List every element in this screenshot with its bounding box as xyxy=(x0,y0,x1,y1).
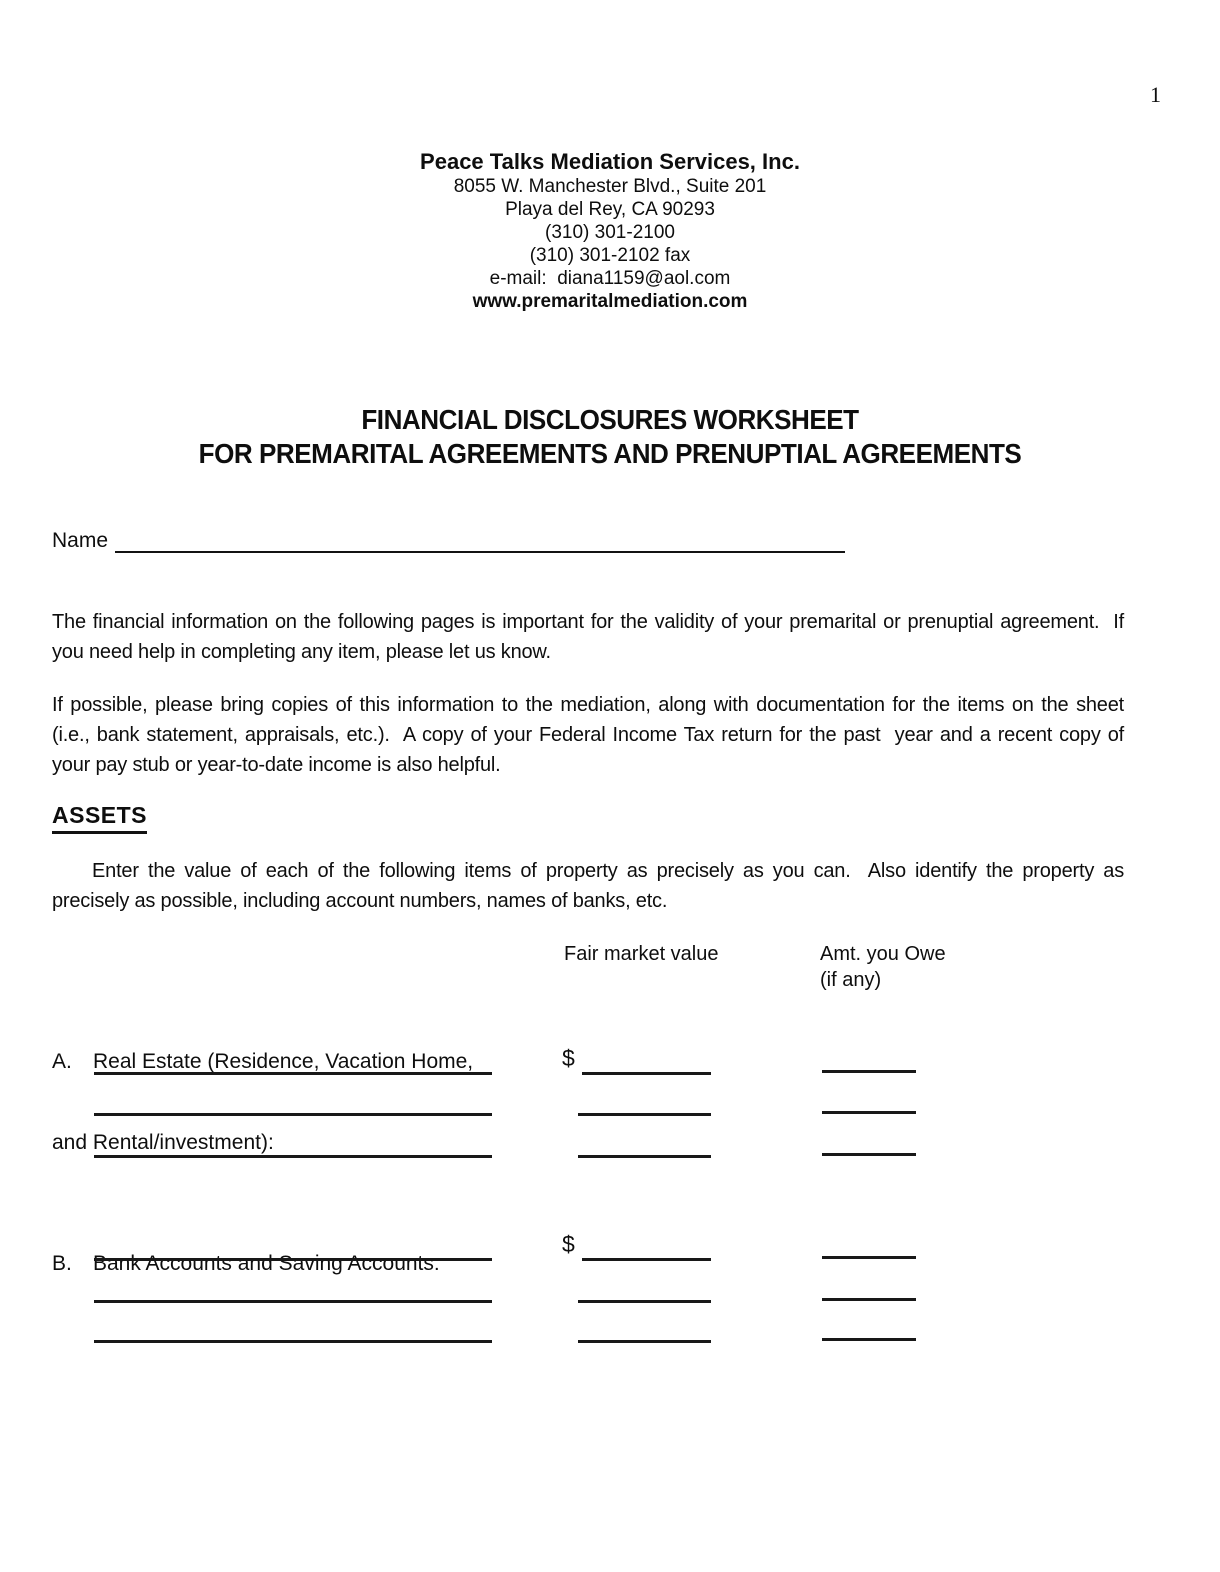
org-name: Peace Talks Mediation Services, Inc. xyxy=(420,149,800,174)
title-line-2: FOR PREMARITAL AGREEMENTS AND PRENUPTIAL AGREEMENTS xyxy=(198,438,1022,469)
document-title xyxy=(43,403,1178,471)
dollar-sign: $ xyxy=(562,1045,575,1071)
name-input-line[interactable] xyxy=(115,529,845,553)
amt-you-owe-line-2: (if any) xyxy=(820,969,882,991)
section-a-title-line-1 xyxy=(52,1048,473,1075)
title-line-1: FINANCIAL DISCLOSURES WORKSHEET xyxy=(361,404,859,435)
intro-paragraph-1: The financial information on the following pages is important for the validity of your premarital or prenuptial agreement. If you need help in completing any item, please let us know. xyxy=(52,611,1130,663)
website-url: www.premaritalmediation.com xyxy=(472,291,748,312)
real-estate-row-3-fair-market-value-line[interactable] xyxy=(578,1155,711,1158)
intro-paragraph-2: If possible, please bring copies of this information to the mediation, along with documentation for the items on the sheet (i.e., bank statement, appraisals, etc.). A copy of your Federal Income Tax return for the past year and a recent copy of your pay stub or year-to-date income is also helpful. xyxy=(52,694,1130,776)
column-header-amt-you-owe xyxy=(820,941,946,993)
section-b-title-line-1 xyxy=(52,1250,440,1277)
real-estate-row-3-amt-owe-line[interactable] xyxy=(822,1153,916,1156)
section-a-title-line-2: and Rental/investment): xyxy=(52,1131,274,1154)
bank-accounts-row-1-amt-owe-line[interactable] xyxy=(822,1256,916,1259)
email-address: e-mail: diana1159@aol.com xyxy=(489,268,731,289)
real-estate-row-1-fair-market-value-line[interactable] xyxy=(582,1072,711,1075)
bank-accounts-row-2-description-line[interactable] xyxy=(94,1300,492,1303)
assets-section-heading: ASSETS xyxy=(52,802,147,834)
real-estate-row-2-fair-market-value-line[interactable] xyxy=(578,1113,711,1116)
section-b-title-text: Bank Accounts and Saving Accounts: xyxy=(93,1252,440,1275)
bank-accounts-row-3-fair-market-value-line[interactable] xyxy=(578,1340,711,1343)
section-b-label xyxy=(52,1196,440,1331)
section-b-marker: B. xyxy=(52,1252,72,1275)
dollar-sign: $ xyxy=(562,1231,575,1257)
real-estate-row-1-amt-owe-line[interactable] xyxy=(822,1070,916,1073)
bank-accounts-row-3-amt-owe-line[interactable] xyxy=(822,1338,916,1341)
fax-number: (310) 301-2102 fax xyxy=(529,245,691,266)
phone-number: (310) 301-2100 xyxy=(545,222,675,243)
column-header-fair-market-value: Fair market value xyxy=(564,943,719,965)
letterhead xyxy=(0,148,1220,313)
section-a-title-text: Real Estate (Residence, Vacation Home, xyxy=(93,1050,474,1073)
amt-you-owe-line-1: Amt. you Owe xyxy=(820,943,946,965)
section-a-label xyxy=(52,994,473,1210)
bank-accounts-row-2-amt-owe-line[interactable] xyxy=(822,1298,916,1301)
real-estate-row-2-amt-owe-line[interactable] xyxy=(822,1111,916,1114)
real-estate-row-1-description-line[interactable] xyxy=(94,1072,492,1075)
real-estate-row-2-description-line[interactable] xyxy=(94,1113,492,1116)
assets-instructions: Enter the value of each of the following items of property as precisely as you can. Also identify the property as precisely as possible, including account numbers, names of banks, etc. xyxy=(52,860,1130,912)
name-field-row xyxy=(52,529,845,553)
real-estate-row-3-description-line[interactable] xyxy=(94,1155,492,1158)
bank-accounts-row-3-description-line[interactable] xyxy=(94,1340,492,1343)
address-line-2: Playa del Rey, CA 90293 xyxy=(505,199,715,220)
bank-accounts-row-1-description-line[interactable] xyxy=(94,1258,492,1261)
name-label: Name xyxy=(52,529,109,552)
page-number: 1 xyxy=(1150,82,1161,107)
section-a-marker: A. xyxy=(52,1050,72,1073)
bank-accounts-row-1-fair-market-value-line[interactable] xyxy=(582,1258,711,1261)
bank-accounts-row-2-fair-market-value-line[interactable] xyxy=(578,1300,711,1303)
address-line-1: 8055 W. Manchester Blvd., Suite 201 xyxy=(453,176,767,197)
